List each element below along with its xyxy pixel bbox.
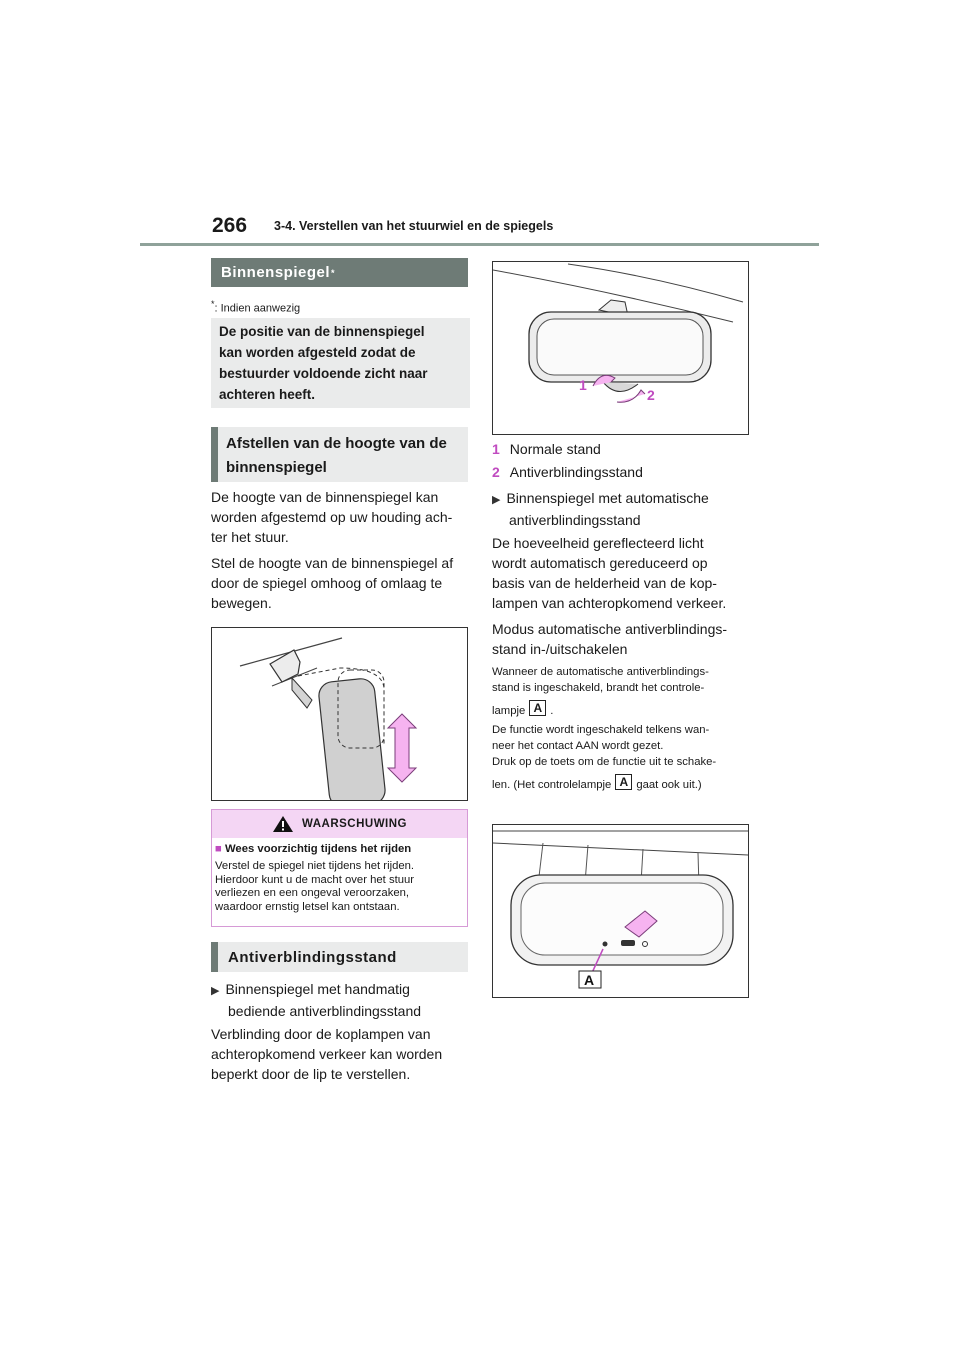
callout-1: 1 — [579, 377, 587, 393]
warning-line: Verstel de spiegel niet tijdens het rijden. — [215, 860, 415, 872]
toggle-paragraph — [492, 619, 727, 659]
figure-mirror-height — [211, 627, 468, 801]
manual-paragraph — [211, 1024, 442, 1084]
manual-bullet — [211, 979, 421, 1021]
warning-body — [215, 860, 463, 914]
figure-manual-lever — [492, 261, 749, 435]
warning-line: verliezen en een ongeval veroorzaken, — [215, 887, 410, 899]
text-line: basis van de helderheid van de kop- — [492, 575, 717, 591]
text-line: ter het stuur. — [211, 529, 289, 545]
text-line: De hoeveelheid gereflecteerd licht — [492, 535, 704, 551]
header-divider — [140, 243, 819, 246]
text-line: De hoogte van de binnenspiegel kan — [211, 489, 439, 505]
auto-paragraph — [492, 533, 726, 613]
small-line: Wanneer de automatische antiverblindings- — [492, 666, 709, 678]
triangle-bullet-icon: ▶ — [492, 494, 501, 506]
page-number: 266 — [212, 214, 248, 237]
legend-text: Antiverblindingsstand — [509, 464, 643, 480]
text-line: Modus automatische antiverblindings- — [492, 621, 728, 637]
subsection-heading-height — [211, 427, 468, 482]
text-line: achteropkomend verkeer kan worden — [211, 1046, 443, 1062]
text-line: Verblinding door de koplampen van — [211, 1026, 431, 1042]
text-line: lampen van achteropkomend verkeer. — [492, 595, 727, 611]
footnote — [211, 299, 300, 315]
small-line: gaat ook uit.) — [636, 779, 702, 791]
warning-title: WAARSCHUWING — [301, 818, 408, 830]
text-line: bewegen. — [211, 595, 272, 611]
subsection-line: Afstellen van de hoogte van de — [226, 435, 447, 452]
footnote-mark: * — [211, 299, 215, 309]
text-line: stand in-/uitschakelen — [492, 641, 628, 657]
warning-bullet: ■ — [215, 843, 222, 855]
small-notes — [492, 664, 754, 793]
intro-line: De positie van de binnenspiegel — [219, 324, 425, 339]
warning-subtitle-text: Wees voorzichtig tijdens het rijden — [224, 843, 412, 855]
warning-subtitle — [215, 843, 411, 855]
bullet-text: antiverblindingsstand — [509, 512, 641, 528]
legend-number: 2 — [492, 464, 500, 480]
triangle-bullet-icon: ▶ — [211, 985, 220, 997]
intro-line: kan worden afgesteld zodat de — [219, 345, 416, 360]
paragraph-height — [211, 487, 452, 547]
subsection-title: Antiverblindingsstand — [228, 948, 397, 966]
section-asterisk: * — [331, 267, 336, 278]
small-line: len. (Het controlelampje — [492, 779, 612, 791]
chapter-title: 3-4. Verstellen van het stuurwiel en de spiegels — [274, 219, 554, 233]
callout-2: 2 — [647, 387, 655, 403]
small-line: stand is ingeschakeld, brandt het controle- — [492, 682, 705, 694]
warning-line: waardoor ernstig letsel kan ontstaan. — [215, 900, 400, 913]
callout-a: A — [584, 972, 595, 988]
small-line: lampje — [492, 705, 526, 717]
footnote-text: : Indien aanwezig — [214, 302, 301, 315]
warning-header — [212, 810, 467, 838]
intro-line: achteren heeft. — [219, 387, 316, 402]
manual-lever-illustration — [493, 262, 748, 434]
small-line: Druk op de toets om de functie uit te schake- — [492, 756, 717, 768]
text-line: wordt automatisch gereduceerd op — [492, 555, 708, 571]
bullet-text: Binnenspiegel met automatische — [506, 490, 709, 506]
warning-box — [211, 809, 468, 927]
subsection-line: binnenspiegel — [226, 459, 327, 476]
warning-line: Hierdoor kunt u de macht over het stuur — [215, 873, 415, 886]
auto-bullet — [492, 488, 709, 530]
text-line: Stel de hoogte van de binnenspiegel af — [211, 555, 454, 571]
text-line: beperkt door de lip te verstellen. — [211, 1066, 411, 1082]
subsection-heading-antiglare — [211, 942, 468, 972]
section-title: Binnenspiegel — [221, 264, 331, 281]
text-line: worden afgestemd op uw houding ach- — [211, 509, 453, 525]
figure-auto-mirror — [492, 824, 749, 998]
warning-triangle-icon — [272, 815, 294, 833]
legend-number: 1 — [492, 441, 500, 457]
label-a-icon: A — [529, 700, 546, 716]
small-line: neer het contact AAN wordt gezet. — [492, 740, 664, 752]
intro-line: bestuurder voldoende zicht naar — [219, 366, 428, 381]
bullet-text: bediende antiverblindingsstand — [228, 1003, 422, 1019]
auto-mirror-illustration — [493, 825, 748, 997]
section-heading — [211, 258, 468, 287]
text-line: door de spiegel omhoog of omlaag te — [211, 575, 443, 591]
small-line: . — [550, 705, 554, 717]
mirror-height-illustration — [212, 628, 467, 800]
paragraph-adjust — [211, 553, 453, 613]
small-line: De functie wordt ingeschakeld telkens wan- — [492, 724, 710, 736]
intro-box — [211, 318, 470, 408]
label-a-icon: A — [615, 774, 632, 790]
legend-text: Normale stand — [509, 441, 601, 457]
legend — [492, 439, 643, 485]
bullet-text: Binnenspiegel met handmatig — [225, 981, 410, 997]
